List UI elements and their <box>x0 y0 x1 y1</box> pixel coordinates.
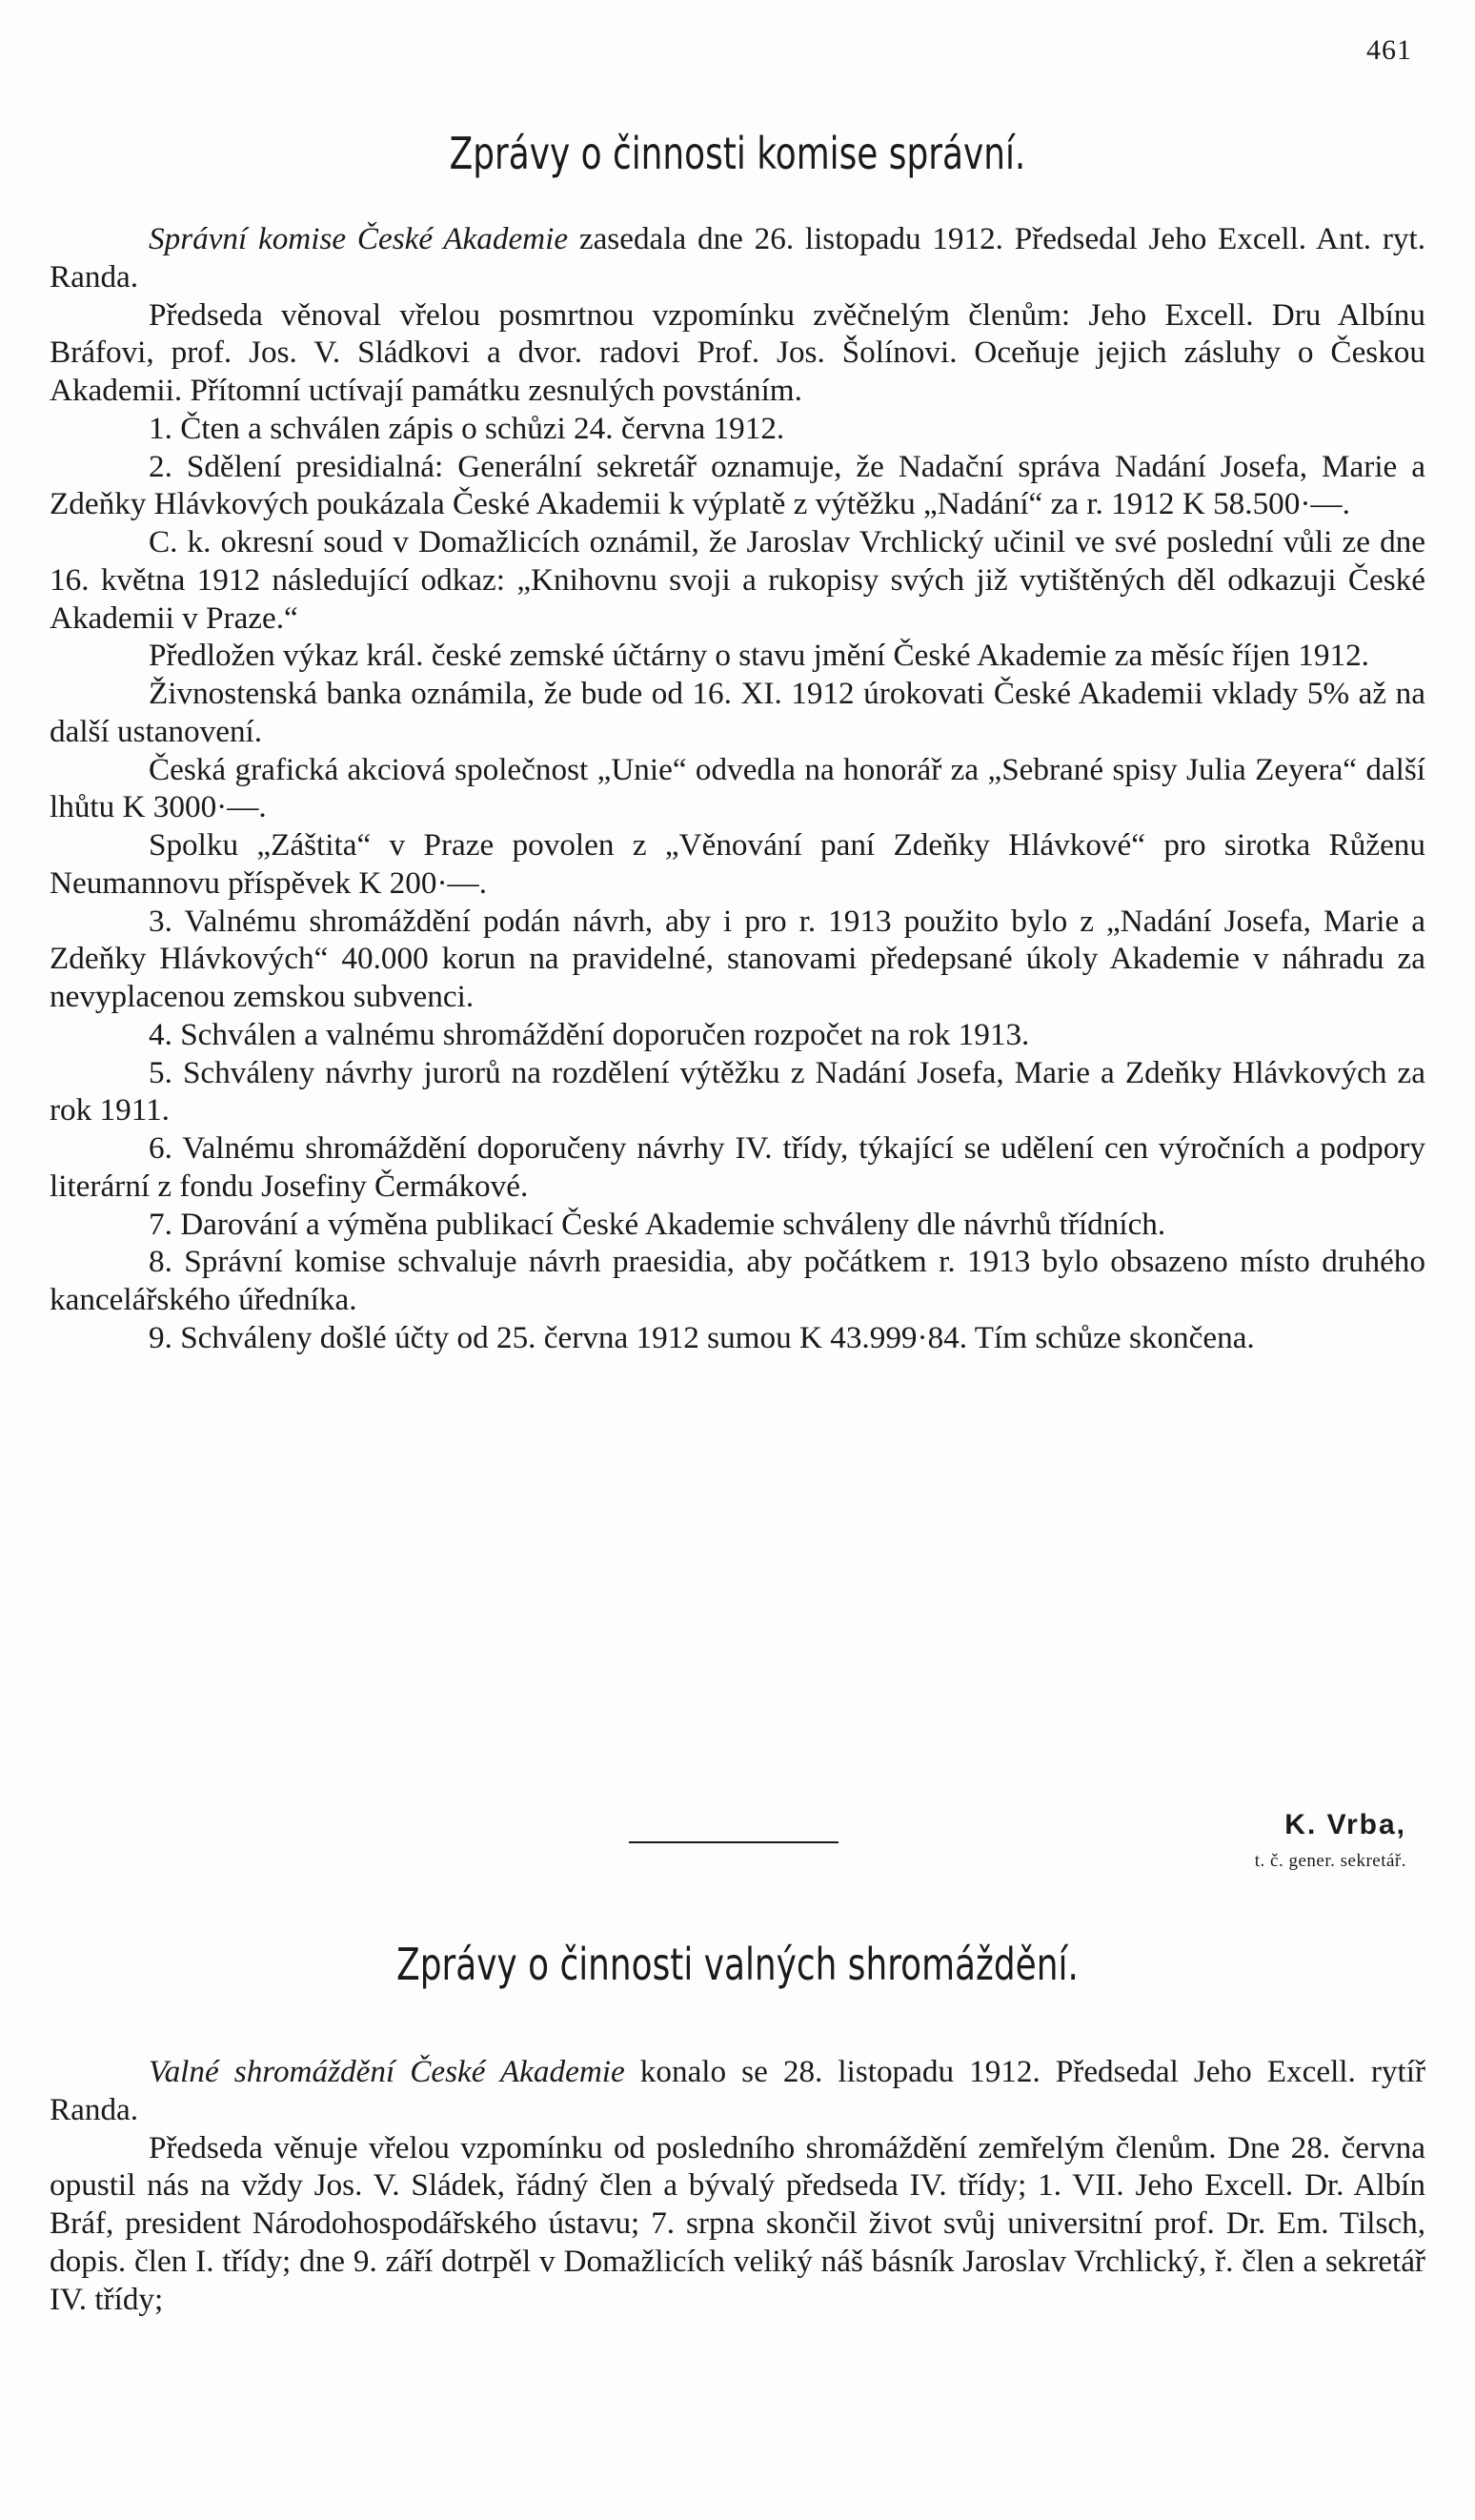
page-number: 461 <box>1366 34 1412 66</box>
general-assembly-report <box>50 2053 1425 2318</box>
paragraph: 5. Schváleny návrhy jurorů na rozdělení výtěžku z Nadání Josefa, Marie a Zdeňky Hlávkových za rok 1911. <box>50 1054 1425 1128</box>
paragraph <box>50 2053 1425 2129</box>
paragraph: 6. Valnému shromáždění doporučeny návrhy IV. třídy, týkající se udělení cen výročních a podpory literární z fondu Josefiny Čermákové. <box>50 1130 1425 1204</box>
paragraph: Spolku „Záštita“ v Praze povolen z „Věnování paní Zdeňky Hlávkové“ pro sirotka Růženu Neumannovu příspěvek K 200·—. <box>50 827 1425 901</box>
paragraph-text: zasedala dne 26. listopadu 1912. Předsedal Jeho Excell. Ant. ryt. Randa. <box>50 221 1425 295</box>
paragraph: 2. Sdělení presidialná: Generální sekretář oznamuje, že Nadační správa Nadání Josefa, Marie a Zdeňky Hlávkových poukázala České Akademii k výplatě z výtěžku „Nadání“ za r. 1912 K 58.500·—. <box>50 448 1425 522</box>
section-divider <box>629 1841 839 1843</box>
paragraph: Česká grafická akciová společnost „Unie“ odvedla na honorář za „Sebrané spisy Julia Zeyera“ další lhůtu K 3000·—. <box>50 751 1425 825</box>
paragraph-text: konalo se 28. listopadu 1912. Předsedal Jeho Excell. rytíř Randa. <box>50 2054 1425 2127</box>
signature-name: K. Vrba, <box>1284 1809 1406 1840</box>
paragraph: Živnostenská banka oznámila, že bude od 16. XI. 1912 úrokovati České Akademii vklady 5% až na další ustanovení. <box>50 676 1425 749</box>
paragraph: 1. Čten a schválen zápis o schůzi 24. června 1912. <box>149 410 785 446</box>
signature-title: t. č. gener. sekretář. <box>1254 1851 1406 1871</box>
paragraph: 9. Schváleny došlé účty od 25. června 1912 sumou K 43.999·84. Tím schůze skončena. <box>149 1319 1255 1355</box>
paragraph: Předseda věnoval vřelou posmrtnou vzpomínku zvěčnelým členům: Jeho Excell. Dru Albínu Bráfovi, prof. Jos. V. Sládkovi a dvor. radovi Prof. Jos. Šolínovi. Oceňuje jejich zásluhy o Českou Akademii. Přítomní uctívají památku zesnulých povstáním. <box>50 296 1425 408</box>
section-heading-administrative-commission: Zprávy o činnosti komise správní. <box>449 128 1026 179</box>
paragraph: 3. Valnému shromáždění podán návrh, aby i pro r. 1913 použito bylo z „Nadání Josefa, Marie a Zdeňky Hlávkových“ 40.000 korun na pravidelné, stanovami předepsané úkoly Akademie v náhradu za nevyplacenou zemskou subvenci. <box>50 903 1425 1014</box>
paragraph: Předložen výkaz král. české zemské účtárny o stavu jmění České Akademie za měsíc říjen 1912. <box>149 638 1369 674</box>
paragraph: 8. Správní komise schvaluje návrh praesidia, aby počátkem r. 1913 bylo obsazeno místo druhého kancelářského úředníka. <box>50 1244 1425 1317</box>
paragraph: Předseda věnuje vřelou vzpomínku od posledního shromáždění zemřelým členům. Dne 28. června opustil nás na vždy Jos. V. Sládek, řádný člen a bývalý předseda IV. třídy; 1. VII. Jeho Excell. Dr. Albín Bráf, president Národohospodářského ústavu; 7. srpna skončil život svůj universitní prof. Dr. Em. Tilsch, dopis. člen I. třídy; dne 9. září dotrpěl v Domažlicích veliký náš básník Jaroslav Vrchlický, ř. člen a sekretář IV. třídy; <box>50 2129 1425 2317</box>
paragraph <box>50 220 1425 296</box>
italic-lead: Správní komise České Akademie <box>149 221 569 256</box>
paragraph: 7. Darování a výměna publikací České Akademie schváleny dle návrhů třídních. <box>149 1206 1166 1242</box>
paragraph: C. k. okresní soud v Domažlicích oznámil, že Jaroslav Vrchlický učinil ve své poslední vůli ze dne 16. května 1912 následující odkaz: „Knihovnu svoji a rukopisy svých již vytištěných děl odkazuji České Akademii v Praze.“ <box>50 524 1425 636</box>
section-heading-general-assembly: Zprávy o činnosti valných shromáždění. <box>396 1939 1079 1990</box>
italic-lead: Valné shromáždění České Akademie <box>149 2054 625 2089</box>
administrative-commission-report <box>50 220 1425 1357</box>
paragraph: 4. Schválen a valnému shromáždění doporučen rozpočet na rok 1913. <box>149 1016 1030 1052</box>
